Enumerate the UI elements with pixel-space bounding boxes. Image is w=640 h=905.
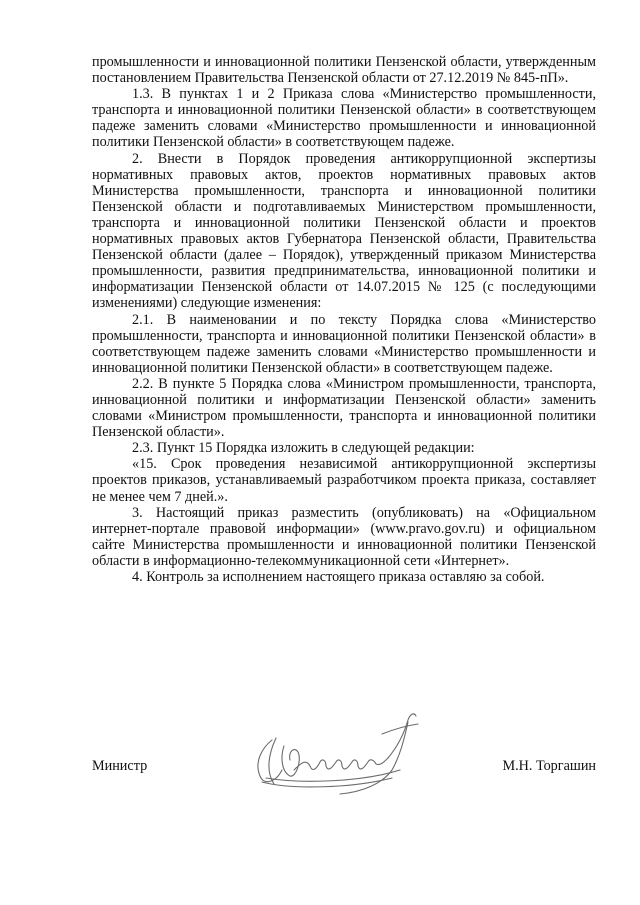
paragraph-2-3: 2.3. Пункт 15 Порядка изложить в следующей редакции:: [132, 440, 475, 457]
signature-block: [92, 758, 596, 778]
paragraph-2: 2. Внести в Порядок проведения антикоррупционной экспертизы нормативных правовых актов, проектов нормативных правовых актов Министерства промышленности, транспорта и инновационной политики Пензенской области и подготавливаемых Министерством промышленности, транспорта и инновационной политики Пензенской области и проектов нормативных правовых актов Губернатора Пензенской области, Правительства Пензенской области (далее – Порядок), утвержденный приказом Министерства промышленности, развития предпринимательства, инновационной политики и информатизации Пензенской области от 14.07.2015 № 125 (с последующими изменениями) следующие изменения:: [92, 150, 596, 312]
handwritten-signature: [232, 700, 442, 800]
paragraph-2-2: 2.2. В пункте 5 Порядка слова «Министром промышленности, транспорта, инновационной политики и информатизации Пензенской области» заменить словами «Министром промышленности, транспорта и инновационной политики Пензенской области».: [92, 375, 596, 441]
paragraph-continuation: промышленности и инновационной политики Пензенской области, утвержденным постановлением Правительства Пензенской области от 27.12.2019 № 845-пП».: [92, 54, 596, 87]
paragraph-2-1: 2.1. В наименовании и по тексту Порядка слова «Министерство промышленности, транспорта и инновационной политики Пензенской области» в соответствующем падеже заменить словами «Министерство промышленности и инновационной политики Пензенской области» в соответствующем падеже.: [92, 311, 596, 376]
paragraph-3: 3. Настоящий приказ разместить (опубликовать) на «Официальном интернет-портале правовой информации» (www.pravo.gov.ru) и официальном сайте Министерства промышленности и инновационной политики Пензенской области в информационно-телекоммуникационной сети «Интернет».: [92, 504, 596, 569]
signer-title: Министр: [92, 758, 148, 774]
signer-name: М.Н. Торгашин: [502, 758, 596, 774]
paragraph-1-3: 1.3. В пунктах 1 и 2 Приказа слова «Министерство промышленности, транспорта и инновационной политики Пензенской области» в соответствующем падеже заменить словами «Министерство промышленности и инновационной политики Пензенской области» в соответствующем падеже.: [92, 86, 596, 151]
paragraph-quote-15: «15. Срок проведения независимой антикоррупционной экспертизы проектов приказов, устанавливаемый разработчиком проекта приказа, составляет не менее чем 7 дней.».: [92, 456, 596, 505]
paragraph-4: 4. Контроль за исполнением настоящего приказа оставляю за собой.: [132, 569, 545, 585]
document-body: [92, 54, 596, 585]
